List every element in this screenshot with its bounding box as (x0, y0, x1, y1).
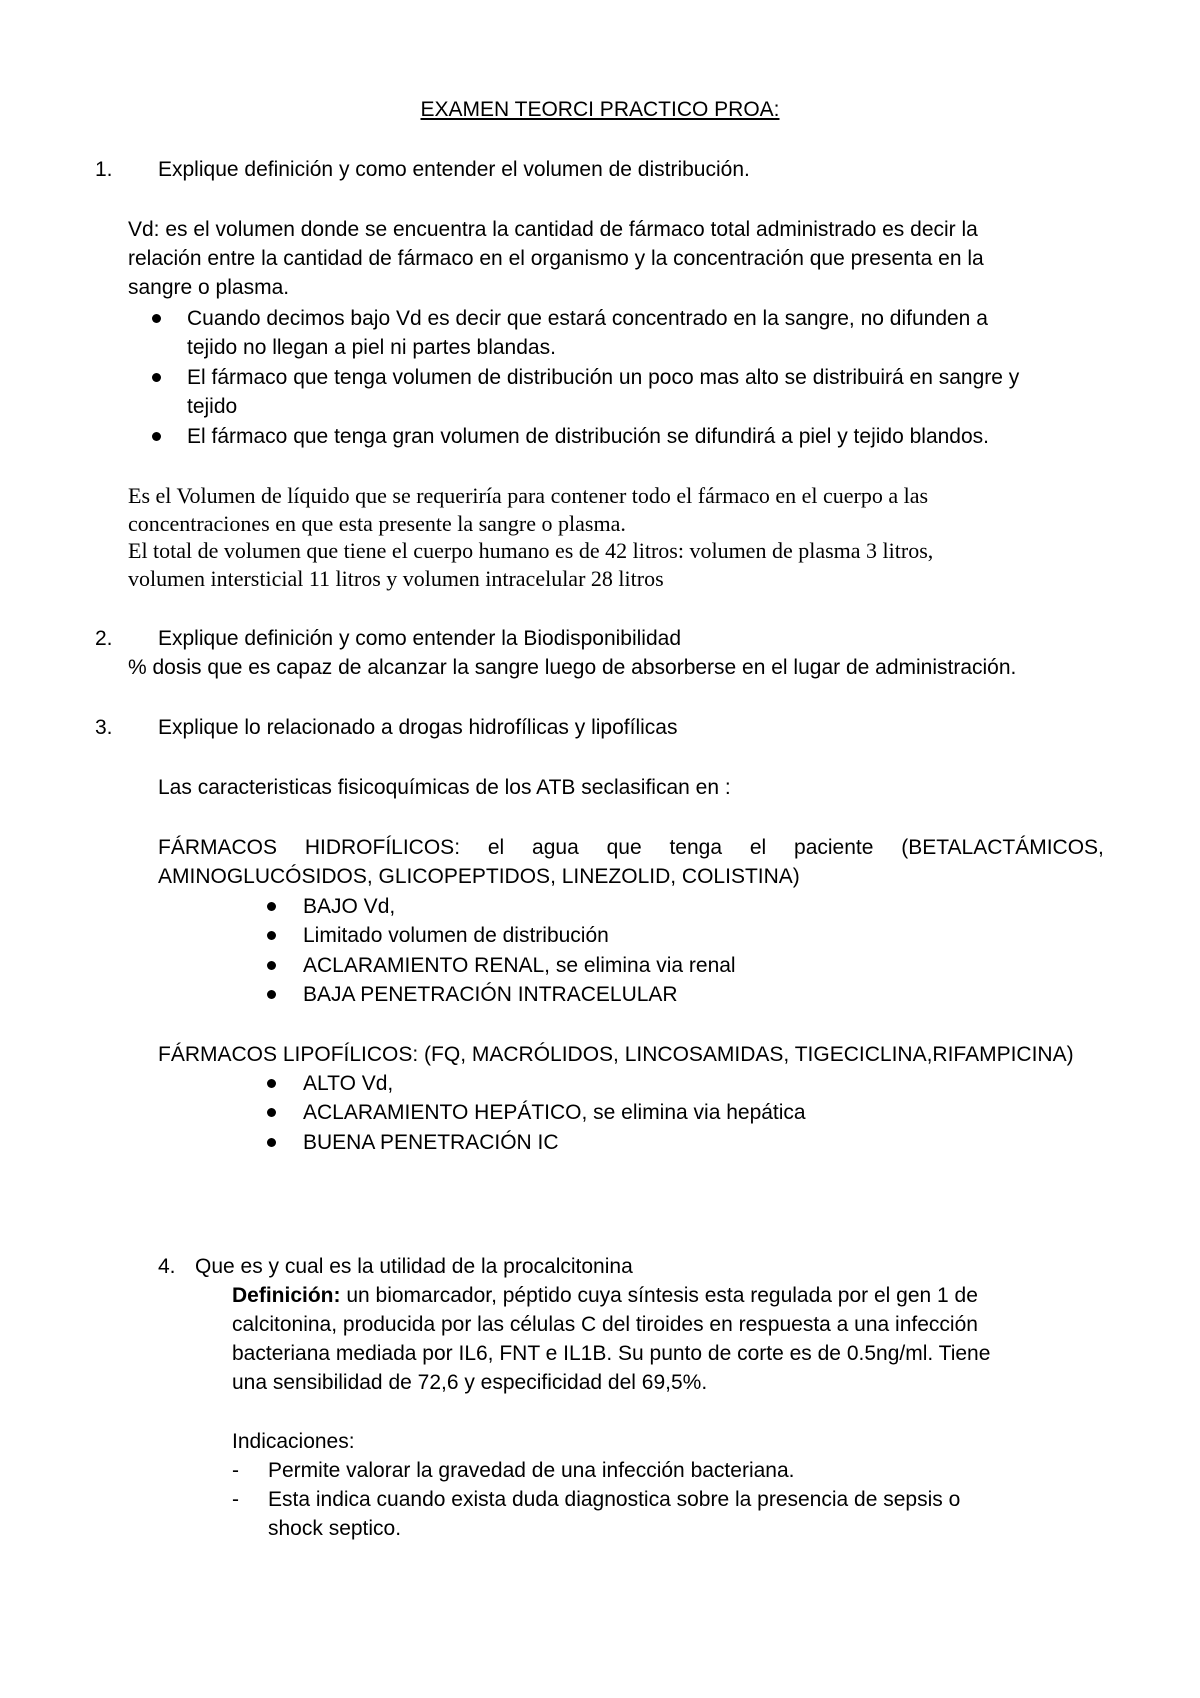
bullet-icon (152, 373, 161, 382)
paragraph-line: Las caracteristicas fisicoquímicas de los ATB seclasifican en : (158, 776, 731, 799)
question-text: Explique definición y como entender la Biodisponibilidad (158, 627, 682, 650)
bullet-icon (152, 432, 161, 441)
paragraph-line: concentraciones en que esta presente la sangre o plasma. (128, 511, 626, 536)
paragraph-line: volumen intersticial 11 litros y volumen intracelular 28 litros (128, 566, 664, 591)
page-title: EXAMEN TEORCI PRACTICO PROA: (420, 98, 780, 121)
bullet-icon (267, 1108, 276, 1117)
bullet-icon (267, 902, 276, 911)
paragraph-line: Vd: es el volumen donde se encuentra la cantidad de fármaco total administrado es decir la (128, 218, 978, 241)
list-item: Limitado volumen de distribución (303, 924, 609, 947)
list-item: ACLARAMIENTO HEPÁTICO, se elimina via hepática (303, 1101, 806, 1124)
definition-line: calcitonina, producida por las células C del tiroides en respuesta a una infección (232, 1313, 978, 1336)
question-number: 2. (95, 627, 113, 650)
paragraph-line: AMINOGLUCÓSIDOS, GLICOPEPTIDOS, LINEZOLID, COLISTINA) (158, 865, 800, 888)
paragraph-line: sangre o plasma. (128, 276, 290, 299)
paragraph-line: El total de volumen que tiene el cuerpo humano es de 42 litros: volumen de plasma 3 litros, (128, 538, 934, 563)
indication-item: Permite valorar la gravedad de una infección bacteriana. (268, 1459, 795, 1482)
bullet-icon (267, 961, 276, 970)
list-item: BUENA PENETRACIÓN IC (303, 1131, 559, 1154)
bullet-icon (267, 931, 276, 940)
answer-text: % dosis que es capaz de alcanzar la sangre luego de absorberse en el lugar de administración. (128, 656, 1017, 679)
bullet-text: El fármaco que tenga volumen de distribución un poco mas alto se distribuirá en sangre y (187, 366, 1020, 389)
bullet-text: tejido (187, 395, 238, 418)
list-item: ACLARAMIENTO RENAL, se elimina via renal (303, 954, 736, 977)
paragraph-line: FÁRMACOS HIDROFÍLICOS: el agua que tenga el paciente (BETALACTÁMICOS, (158, 836, 1104, 859)
definition-text: un biomarcador, péptido cuya síntesis esta regulada por el gen 1 de (340, 1284, 978, 1307)
list-item: ALTO Vd, (303, 1072, 394, 1095)
question-text: Que es y cual es la utilidad de la procalcitonina (195, 1255, 633, 1278)
bullet-text: El fármaco que tenga gran volumen de distribución se difundirá a piel y tejido blandos. (187, 425, 989, 448)
indications-label: Indicaciones: (232, 1430, 355, 1453)
question-number: 3. (95, 716, 113, 739)
paragraph-line: relación entre la cantidad de fármaco en el organismo y la concentración que presenta en la (128, 247, 984, 270)
definition-line: bacteriana mediada por IL6, FNT e IL1B. Su punto de corte es de 0.5ng/ml. Tiene (232, 1342, 991, 1365)
bullet-icon (267, 990, 276, 999)
question-number: 4. (158, 1255, 176, 1278)
bullet-text: Cuando decimos bajo Vd es decir que estará concentrado en la sangre, no difunden a (187, 307, 988, 330)
definition-line: una sensibilidad de 72,6 y especificidad del 69,5%. (232, 1371, 708, 1394)
paragraph-line: Es el Volumen de líquido que se requeriría para contener todo el fármaco en el cuerpo a las (128, 483, 929, 508)
definition-label: Definición: (232, 1284, 341, 1307)
bullet-icon (267, 1079, 276, 1088)
indication-item: shock septico. (268, 1517, 402, 1540)
question-text: Explique definición y como entender el volumen de distribución. (158, 158, 750, 181)
bullet-icon (267, 1138, 276, 1147)
question-text: Explique lo relacionado a drogas hidrofílicas y lipofílicas (158, 716, 678, 739)
question-number: 1. (95, 158, 113, 181)
definition-line (232, 1281, 978, 1310)
list-item: BAJO Vd, (303, 895, 396, 918)
dash-marker: - (232, 1459, 239, 1482)
dash-marker: - (232, 1488, 239, 1511)
list-item: BAJA PENETRACIÓN INTRACELULAR (303, 983, 678, 1006)
indication-item: Esta indica cuando exista duda diagnostica sobre la presencia de sepsis o (268, 1488, 961, 1511)
bullet-icon (152, 314, 161, 323)
paragraph-line: FÁRMACOS LIPOFÍLICOS: (FQ, MACRÓLIDOS, LINCOSAMIDAS, TIGECICLINA,RIFAMPICINA) (158, 1043, 1074, 1066)
bullet-text: tejido no llegan a piel ni partes blandas. (187, 336, 556, 359)
